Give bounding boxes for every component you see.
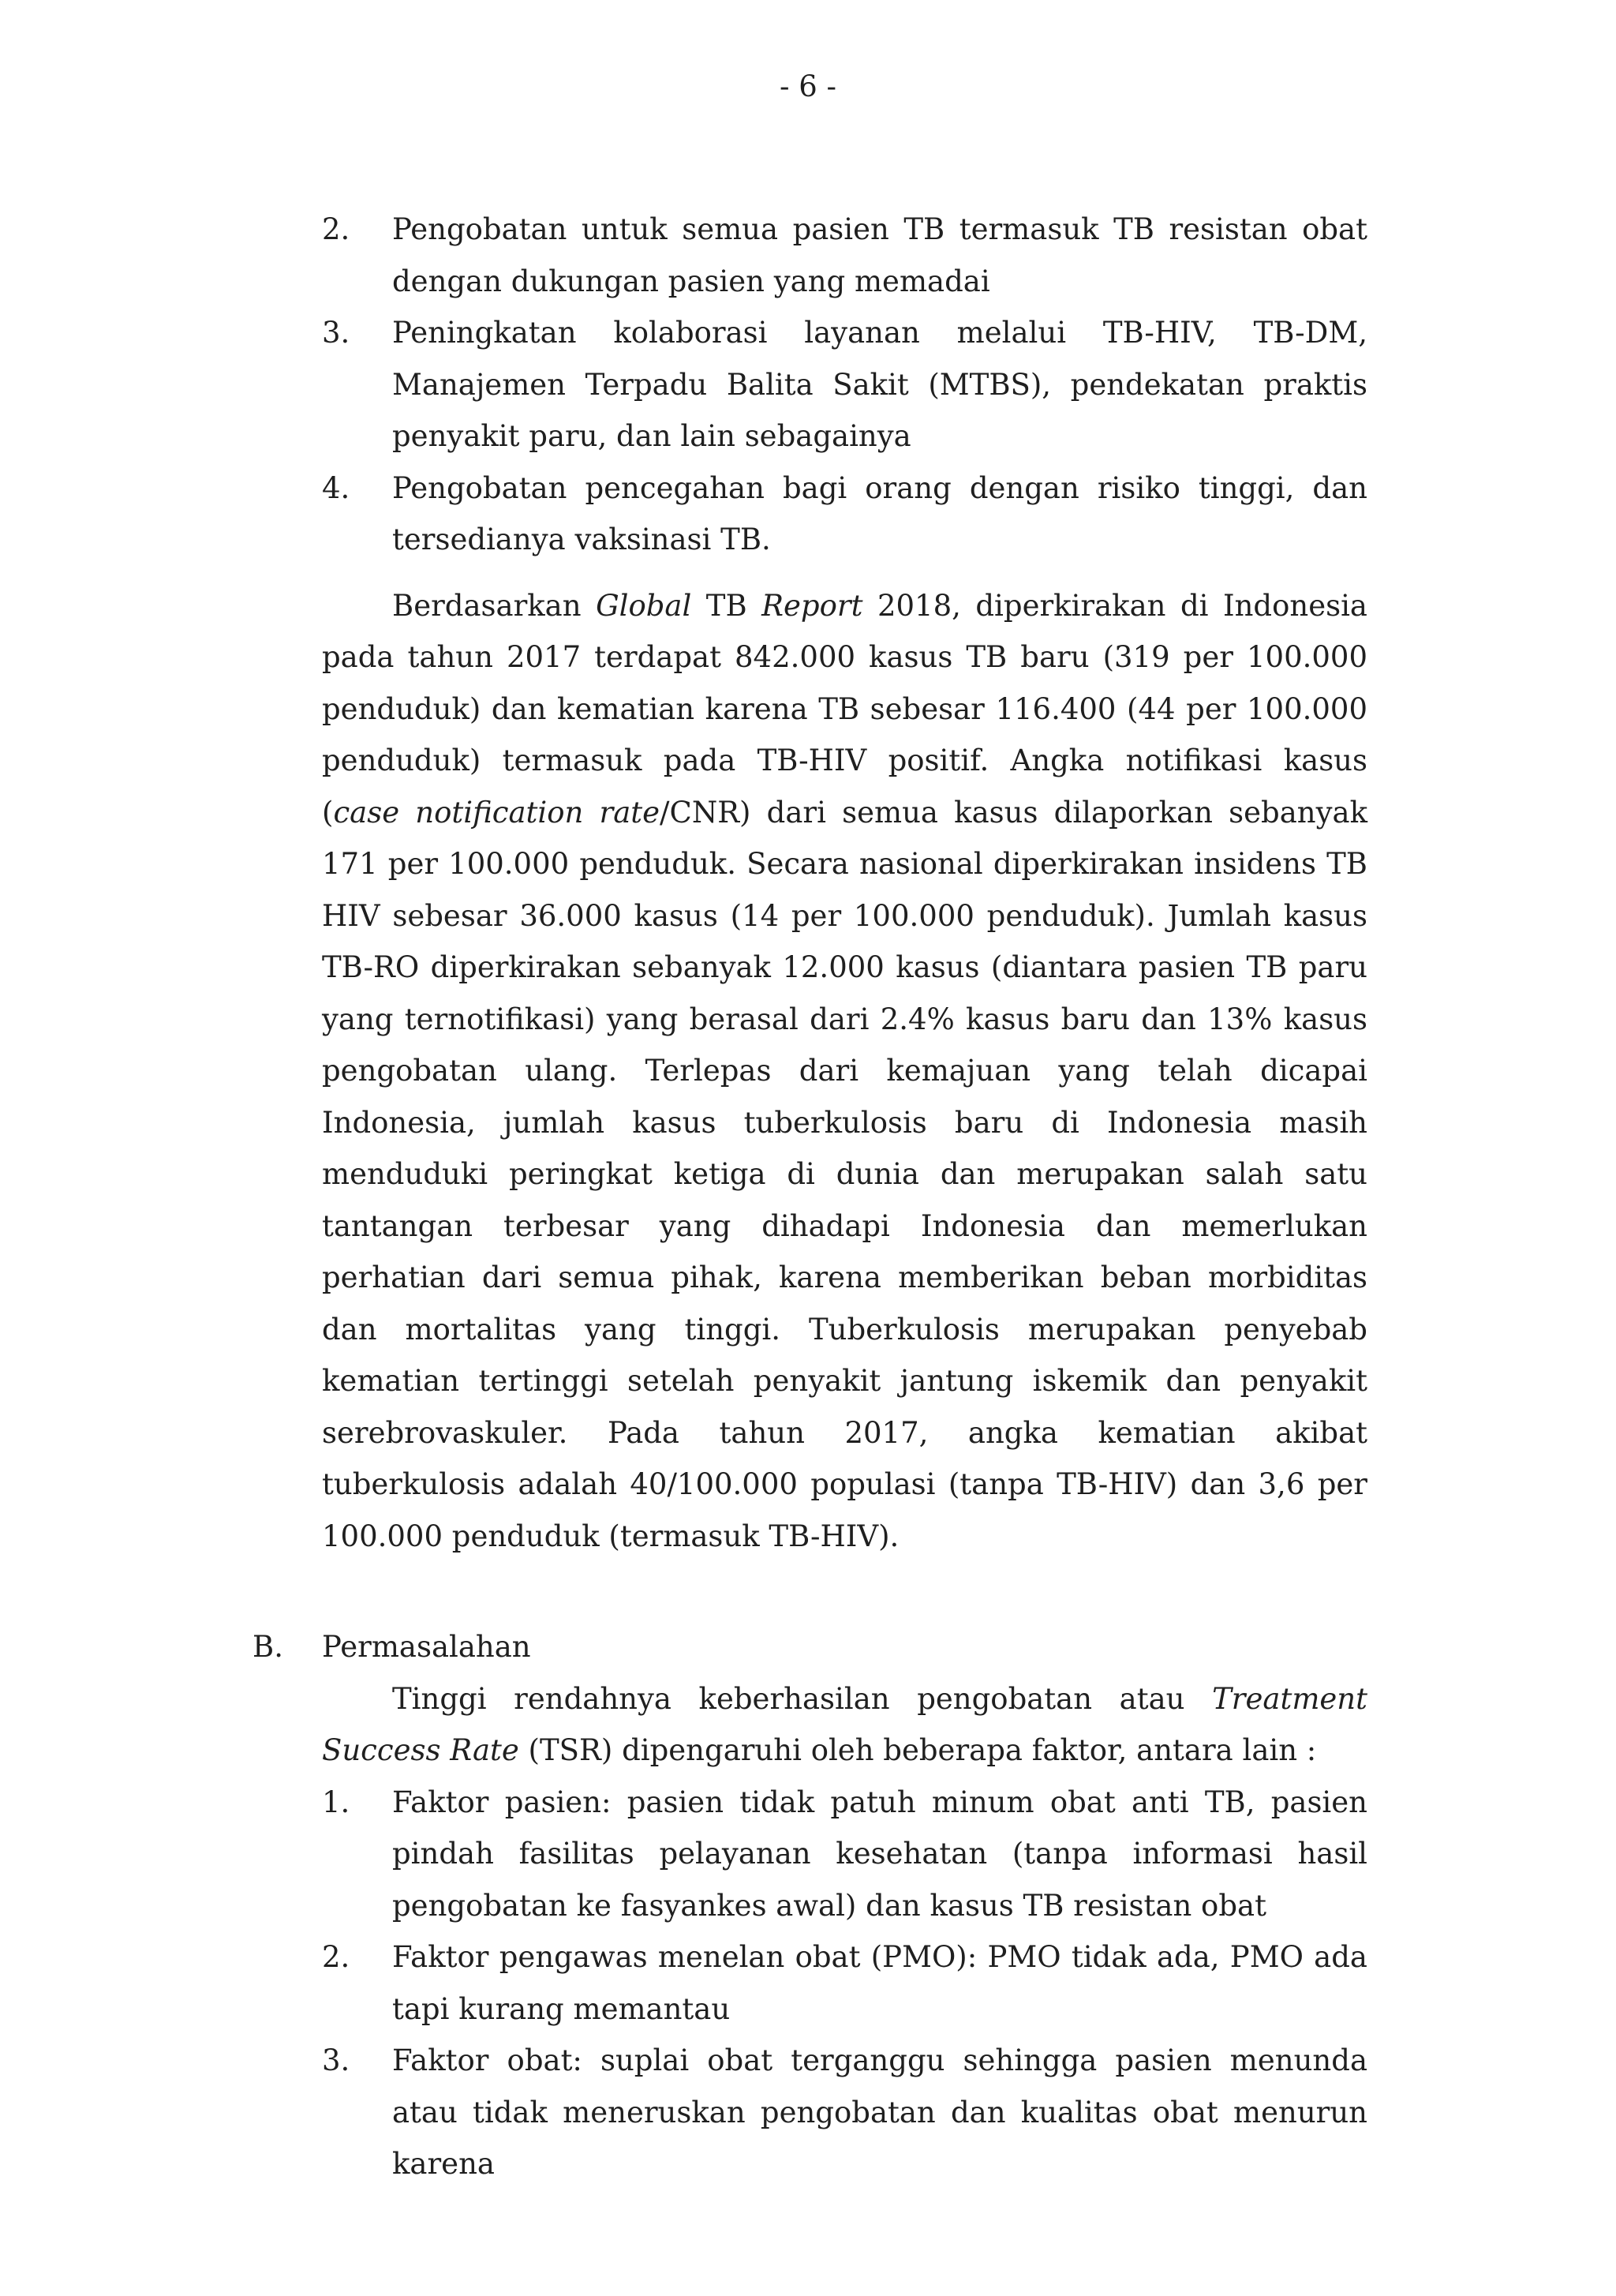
section-title: Permasalahan [322, 1630, 531, 1664]
list-item [322, 307, 1367, 463]
list-item [322, 1777, 1367, 1932]
list-item-text: Peningkatan kolaborasi layanan melalui TB-HIV, TB-DM, Manajemen Terpadu Balita Sakit (MTBS), pendekatan praktis penyakit paru, dan lain sebagainya [392, 316, 1367, 453]
section-intro-italic: Treatment Success Rate [322, 1681, 1367, 1767]
list-item-text: Faktor obat: suplai obat terganggu sehingga pasien menunda atau tidak meneruskan pengobatan dan kualitas obat menurun karena [392, 2043, 1367, 2181]
section-intro [322, 1673, 1367, 1777]
list-item-number: 3. [322, 316, 350, 350]
body-paragraph [322, 580, 1367, 1563]
paragraph-text: 2018, diperkirakan di Indonesia pada tahun 2017 terdapat 842.000 kasus TB baru (319 per 100.000 penduduk) dan kematian karena TB sebesar 116.400 (44 per 100.000 penduduk) termasuk pada TB-HIV positif. Angka notifikasi kasus ( [322, 588, 1367, 830]
list-item [322, 463, 1367, 566]
list-item-text: Pengobatan untuk semua pasien TB termasuk TB resistan obat dengan dukungan pasien yang memadai [392, 212, 1367, 298]
section-b [252, 1621, 1367, 2190]
list-item-number: 2. [322, 212, 350, 246]
list-item-number: 4. [322, 470, 350, 505]
list-item-text: Faktor pengawas menelan obat (PMO): PMO tidak ada, PMO ada tapi kurang memantau [392, 1940, 1367, 2026]
list-item-number: 1. [322, 1785, 350, 1819]
page-content [252, 204, 1367, 2190]
paragraph-italic: Report [761, 588, 863, 623]
paragraph-text: Berdasarkan [392, 588, 597, 623]
list-item [322, 204, 1367, 307]
section-intro-text: (TSR) dipengaruhi oleh beberapa faktor, antara lain : [518, 1733, 1317, 1767]
paragraph-italic: Global [596, 588, 692, 623]
list-item [322, 1931, 1367, 2035]
list-item-number: 2. [322, 1940, 350, 1974]
paragraph-text: TB [691, 588, 762, 623]
list-item [322, 2035, 1367, 2190]
paragraph-text: /CNR) dari semua kasus dilaporkan sebanyak 171 per 100.000 penduduk. Secara nasional diperkirakan insidens TB HIV sebesar 36.000 kasus (14 per 100.000 penduduk). Jumlah kasus TB-RO diperkirakan sebanyak 12.000 kasus (diantara pasien TB paru yang ternotifikasi) yang berasal dari 2.4% kasus baru dan 13% kasus pengobatan ulang. Terlepas dari kemajuan yang telah dicapai Indonesia, jumlah kasus tuberkulosis baru di Indonesia masih menduduki peringkat ketiga di dunia dan merupakan salah satu tantangan terbesar yang dihadapi Indonesia dan memerlukan perhatian dari semua pihak, karena memberikan beban morbiditas dan mortalitas yang tinggi. Tuberkulosis merupakan penyebab kematian tertinggi setelah penyakit jantung iskemik dan penyakit serebrovaskuler. Pada tahun 2017, angka kematian akibat tuberkulosis adalah 40/100.000 populasi (tanpa TB-HIV) dan 3,6 per 100.000 penduduk (termasuk TB-HIV). [322, 795, 1367, 1553]
list-b [322, 1777, 1367, 2190]
list-item-number: 3. [322, 2043, 350, 2077]
section-intro-text: Tinggi rendahnya keberhasilan pengobatan atau [392, 1681, 1213, 1716]
list-item-text: Faktor pasien: pasien tidak patuh minum obat anti TB, pasien pindah fasilitas pelayanan kesehatan (tanpa informasi hasil pengobatan ke fasyankes awal) dan kasus TB resistan obat [392, 1785, 1367, 1923]
section-letter: B. [252, 1630, 283, 1664]
list-item-text: Pengobatan pencegahan bagi orang dengan risiko tinggi, dan tersedianya vaksinasi TB. [392, 470, 1367, 556]
paragraph-italic: case notification rate [333, 795, 660, 830]
page-number: - 6 - [779, 69, 837, 103]
list-a [322, 204, 1367, 566]
